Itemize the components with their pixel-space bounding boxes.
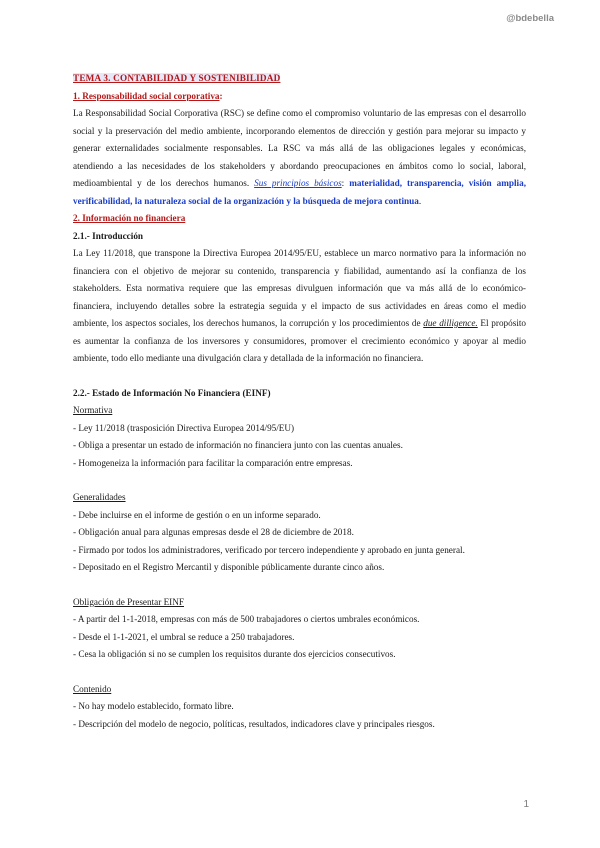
- spacer: [73, 472, 526, 489]
- group-generalidades: [73, 489, 526, 577]
- section-1-heading: [73, 88, 526, 106]
- list-item: - Descripción del modelo de negocio, políticas, resultados, indicadores clave y principales riesgos.: [73, 718, 435, 729]
- principles-label-link[interactable]: Sus principios básicos: [254, 178, 342, 188]
- group-normativa: [73, 402, 526, 472]
- list-item: - Obliga a presentar un estado de información no financiera junto con las cuentas anuales.: [73, 440, 403, 450]
- section-2-1-paragraph: [73, 245, 526, 368]
- principles-list: materialidad, transparencia, visión amplia, verificabilidad, la naturaleza social de la organización y la búsqueda de mejora continua: [73, 178, 526, 206]
- list-item: - Firmado por todos los administradores, verificado por tercero independiente y aprobado en junta general.: [73, 544, 465, 555]
- principles-end: .: [418, 195, 422, 206]
- principles-colon: :: [341, 178, 350, 188]
- list-item: - Ley 11/2018 (trasposición Directiva Europea 2014/95/EU): [73, 422, 295, 433]
- rsc-definition-text: La Responsabilidad Social Corporativa (RSC) se define como el compromiso voluntario de las empresas con el desarrollo social y la preservación del medio ambiente, incorporando elementos de dirección y gestión para mejorar su impacto y generar externalidades socialmente responsables. La RSC va más allá de las obligaciones legales y económicas, atendiendo a las necesidades de los stakeholders y abordando preocupaciones en ámbitos como lo social, laboral, medioambiental y de los derechos humanos.: [73, 108, 526, 188]
- group-title: Contenido: [73, 683, 112, 694]
- group-title: Normativa: [73, 405, 113, 415]
- section-2-2-heading: 2.2.- Estado de Información No Financiera (EINF): [73, 387, 271, 398]
- section-1-heading-text: 1. Responsabilidad social corporativa: [73, 90, 220, 101]
- document-body: [73, 70, 526, 733]
- group-contenido: [73, 681, 526, 734]
- intro-text-a: La Ley 11/2018, que transpone la Directiva Europea 2014/95/EU, establece un marco normativo para la información no financiera con el objetivo de mejorar su contenido, transparencia y fiabilidad, aumentando así la confianza de los stakeholders. Esta normativa requiere que las empresas divulguen información que va más allá de lo económico-financiera, incluyendo detalles sobre la estrategia seguida y el impacto de sus actividades en áreas como el medio ambiente, los aspectos sociales, los derechos humanos, la corrupción y los procedimientos de: [73, 248, 526, 328]
- section-1-paragraph: [73, 105, 526, 210]
- list-item: - Debe incluirse en el informe de gestión o en un informe separado.: [73, 509, 321, 520]
- page-number: 1: [523, 799, 529, 810]
- document-title: [73, 70, 526, 88]
- list-item: - Cesa la obligación si no se cumplen los requisitos durante dos ejercicios consecutivos.: [73, 649, 396, 659]
- list-item: - Depositado en el Registro Mercantil y disponible públicamente durante cinco años.: [73, 562, 385, 572]
- title-text: TEMA 3. CONTABILIDAD Y SOSTENIBILIDAD: [73, 73, 281, 83]
- section-2-heading-text: 2. Información no financiera: [73, 213, 186, 223]
- section-2-heading: [73, 210, 526, 228]
- watermark: @bdebella: [506, 13, 554, 24]
- group-title: Generalidades: [73, 492, 126, 502]
- group-title: Obligación de Presentar EINF: [73, 596, 184, 607]
- list-item: - Obligación anual para algunas empresas desde el 28 de diciembre de 2018.: [73, 527, 354, 537]
- due-diligence-term: due dilligence.: [423, 318, 478, 328]
- section-2-1-heading: 2.1.- Introducción: [73, 230, 144, 241]
- section-1-heading-colon: :: [219, 90, 223, 101]
- spacer: [73, 664, 526, 681]
- list-item: - Desde el 1-1-2021, el umbral se reduce a 250 trabajadores.: [73, 631, 295, 642]
- spacer: [73, 577, 526, 594]
- intro-text-b: El propósito es aumentar la confianza de los inversores y consumidores, promover el crecimiento económico y apoyar al medio ambiente, todo ello mediante una divulgación clara y detallada de la información no financiera.: [73, 318, 527, 363]
- list-item: - Homogeneiza la información para facilitar la comparación entre empresas.: [73, 457, 353, 468]
- list-item: - No hay modelo establecido, formato libre.: [73, 701, 234, 711]
- list-item: - A partir del 1-1-2018, empresas con más de 500 trabajadores o ciertos umbrales económicos.: [73, 614, 420, 624]
- spacer: [73, 368, 526, 385]
- group-obligacion: [73, 594, 526, 664]
